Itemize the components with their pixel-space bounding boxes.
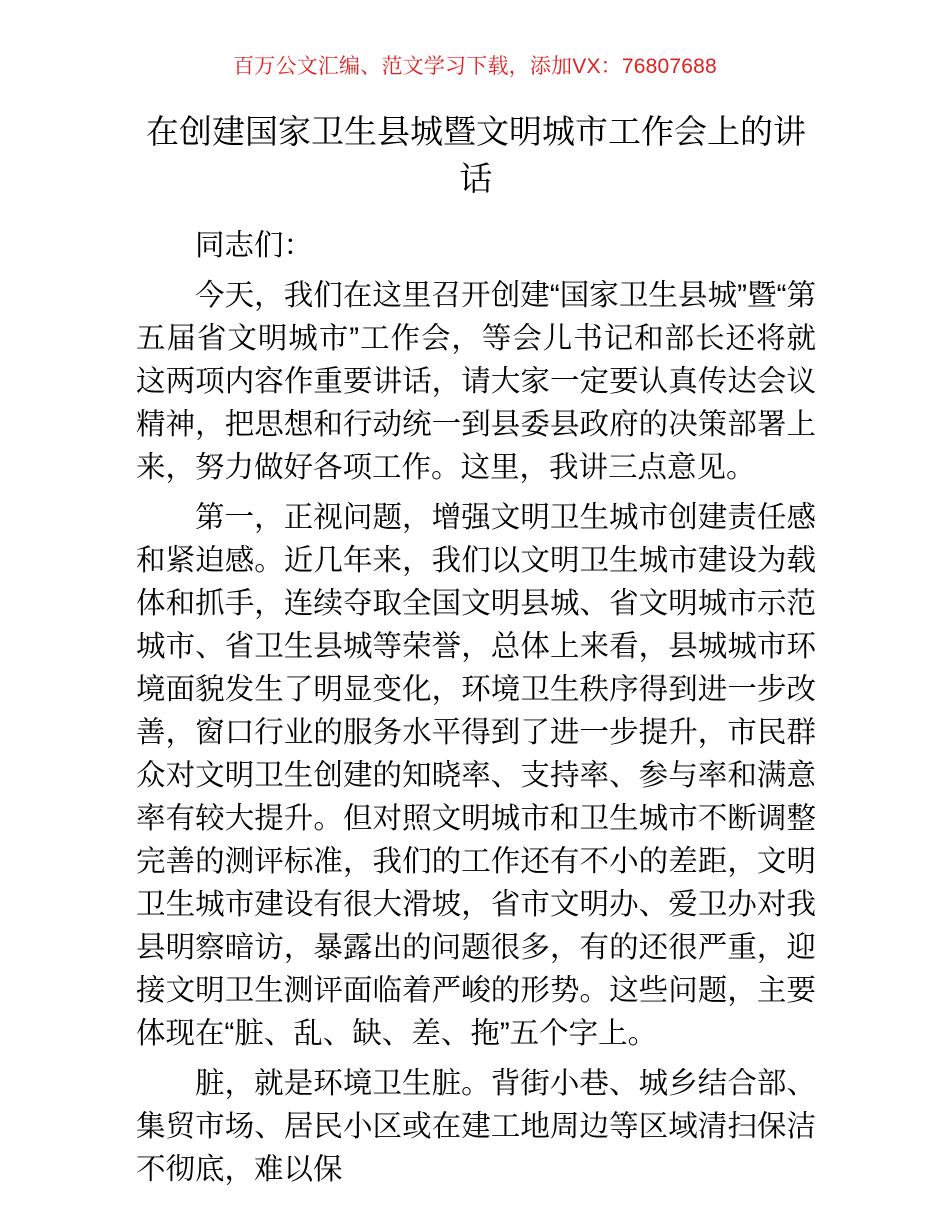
document-title: 在创建国家卫生县城暨文明城市工作会上的讲话 — [146, 113, 806, 197]
document-body — [136, 108, 816, 1191]
paragraph-opening-remarks: 今天，我们在这里召开创建“国家卫生县城”暨“第五届省文明城市”工作会，等会儿书记和部长还将就这两项内容作重要讲话，请大家一定要认真传达会议精神，把思想和行动统一到县委县政府的决策部署上来，努力做好各项工作。这里，我讲三点意见。 — [136, 279, 816, 484]
paragraph-point-one: 第一，正视问题，增强文明卫生城市创建责任感和紧迫感。近几年来，我们以文明卫生城市建设为载体和抓手，连续夺取全国文明县城、省文明城市示范城市、省卫生县城等荣誉，总体上来看，县城城市环境面貌发生了明显变化，环境卫生秩序得到进一步改善，窗口行业的服务水平得到了进一步提升，市民群众对文明卫生创建的知晓率、支持率、参与率和满意率有较大提升。但对照文明城市和卫生城市不断调整完善的测评标准，我们的工作还有不小的差距，文明卫生城市建设有很大滑坡，省市文明办、爱卫办对我县明察暗访，暴露出的问题很多，有的还很严重，迎接文明卫生测评面临着严峻的形势。这些问题，主要体现在“脏、乱、缺、差、拖”五个字上。 — [136, 501, 816, 1050]
paragraph-dirty-issue: 脏，就是环境卫生脏。背街小巷、城乡结合部、集贸市场、居民小区或在建工地周边等区域清扫保洁不彻底，难以保 — [136, 1067, 816, 1186]
header-watermark-text: 百万公文汇编、范文学习下载，添加VX：76807688 — [233, 55, 717, 78]
paragraph-salutation: 同志们： — [195, 229, 314, 262]
